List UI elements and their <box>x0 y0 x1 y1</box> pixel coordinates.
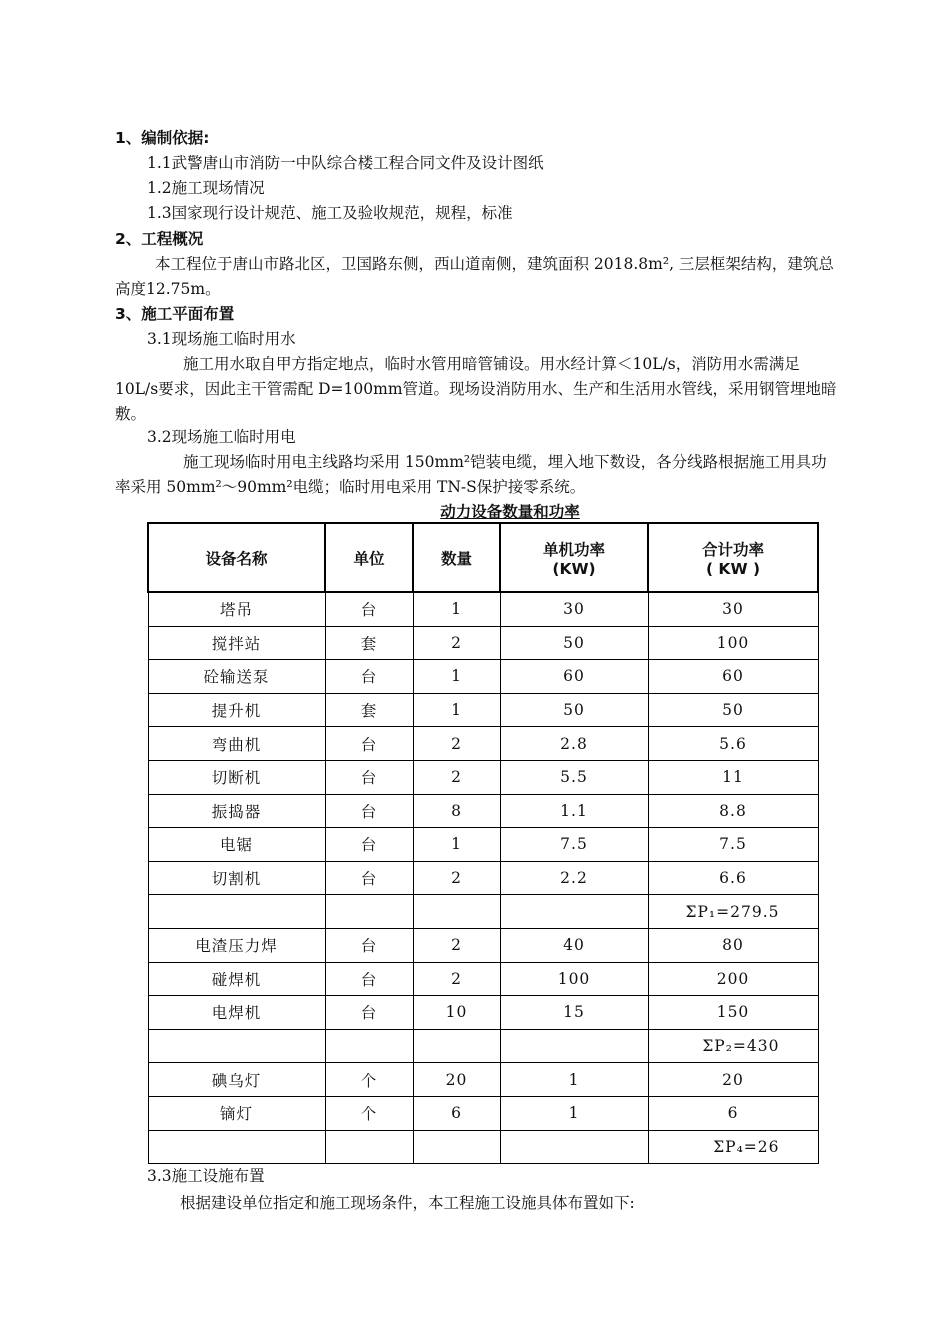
overview-paragraph: 本工程位于唐山市路北区，卫国路东侧，西山道南侧，建筑面积 2018.8m², 三层框架结构，建筑总高度12.75m。 <box>115 255 834 298</box>
table-cell: 6.6 <box>648 861 818 895</box>
table-cell: 1 <box>413 693 500 727</box>
power-paragraph: 施工现场临时用电主线路均采用 150mm²铠装电缆，埋入地下数设，各分线路根据施工用具功率采用 50mm²～90mm²电缆；临时用电采用 TN-S保护接零系统。 <box>115 453 827 496</box>
table-cell: 台 <box>325 996 413 1030</box>
table-cell: 个 <box>325 1096 413 1130</box>
table-cell: 2 <box>413 727 500 761</box>
table-row <box>148 895 818 929</box>
table-cell: 100 <box>500 962 648 996</box>
col-header-unit: 单位 <box>325 523 413 592</box>
table-row <box>148 626 818 660</box>
table-cell: 镝灯 <box>148 1096 325 1130</box>
table-cell: 2 <box>413 861 500 895</box>
table-cell <box>148 895 325 929</box>
table-row <box>148 693 818 727</box>
col-header-total-power: 合计功率 ( KW ) <box>648 523 818 592</box>
table-cell: 2 <box>413 760 500 794</box>
table-row <box>148 861 818 895</box>
table-cell: 1 <box>413 660 500 694</box>
table-cell: 套 <box>325 626 413 660</box>
table-caption: 动力设备数量和功率 <box>440 503 580 521</box>
table-row <box>148 794 818 828</box>
table-cell <box>500 1130 648 1164</box>
water-title: 3.1现场施工临时用水 <box>147 330 296 348</box>
table-cell <box>325 895 413 929</box>
table-cell: 搅拌站 <box>148 626 325 660</box>
table-cell <box>413 1029 500 1063</box>
water-paragraph: 施工用水取自甲方指定地点，临时水管用暗管铺设。用水经计算＜10L/s，消防用水需满足10L/s要求，因此主干管需配 D=100mm管道。现场设消防用水、生产和生活用水管线，采用钢管埋地暗敷。 <box>115 355 837 423</box>
table-cell: 10 <box>413 996 500 1030</box>
table-cell: 1 <box>413 828 500 862</box>
basis-item-2: 1.2施工现场情况 <box>147 179 265 197</box>
table-cell: 6 <box>413 1096 500 1130</box>
table-cell: 20 <box>648 1063 818 1097</box>
table-cell: 振捣器 <box>148 794 325 828</box>
table-cell: 5.5 <box>500 760 648 794</box>
table-cell <box>148 1029 325 1063</box>
table-cell <box>148 1130 325 1164</box>
table-cell: 5.6 <box>648 727 818 761</box>
heading-basis: 1、编制依据: <box>115 129 210 147</box>
table-cell: ΣP₂=430 <box>648 1029 818 1063</box>
col-header-unit-power: 单机功率 (KW) <box>500 523 648 592</box>
table-cell: 50 <box>500 626 648 660</box>
table-cell: 8 <box>413 794 500 828</box>
table-cell: 20 <box>413 1063 500 1097</box>
table-row <box>148 828 818 862</box>
power-title: 3.2现场施工临时用电 <box>147 428 296 446</box>
col-header-qty: 数量 <box>413 523 500 592</box>
table-cell: 2 <box>413 626 500 660</box>
table-cell: 砼输送泵 <box>148 660 325 694</box>
heading-layout: 3、施工平面布置 <box>115 305 235 323</box>
table-cell: 电锯 <box>148 828 325 862</box>
table-cell: 60 <box>648 660 818 694</box>
table-cell: 套 <box>325 693 413 727</box>
table-cell: 电渣压力焊 <box>148 928 325 962</box>
table-cell: 30 <box>500 592 648 626</box>
table-cell: 台 <box>325 592 413 626</box>
table-cell: 碰焊机 <box>148 962 325 996</box>
table-cell: 150 <box>648 996 818 1030</box>
table-row <box>148 1063 818 1097</box>
table-cell: 塔吊 <box>148 592 325 626</box>
table-cell: 台 <box>325 660 413 694</box>
table-cell: 台 <box>325 828 413 862</box>
basis-item-3: 1.3国家现行设计规范、施工及验收规范，规程，标准 <box>147 204 513 222</box>
table-cell: 碘乌灯 <box>148 1063 325 1097</box>
table-row <box>148 1096 818 1130</box>
table-cell: 台 <box>325 861 413 895</box>
table-cell: 8.8 <box>648 794 818 828</box>
table-cell: 台 <box>325 760 413 794</box>
table-row <box>148 928 818 962</box>
table-cell: 电焊机 <box>148 996 325 1030</box>
table-cell: 2 <box>413 928 500 962</box>
table-row <box>148 660 818 694</box>
table-cell: 台 <box>325 928 413 962</box>
table-cell: 100 <box>648 626 818 660</box>
table-cell: 15 <box>500 996 648 1030</box>
facilities-paragraph: 根据建设单位指定和施工现场条件，本工程施工设施具体布置如下: <box>180 1194 635 1212</box>
facilities-title: 3.3施工设施布置 <box>147 1167 265 1185</box>
table-cell: 50 <box>648 693 818 727</box>
table-cell: 11 <box>648 760 818 794</box>
table-cell <box>500 895 648 929</box>
table-cell: 切割机 <box>148 861 325 895</box>
table-cell: ΣP₄=26 <box>648 1130 818 1164</box>
heading-overview: 2、工程概况 <box>115 230 204 248</box>
table-cell: 200 <box>648 962 818 996</box>
table-row <box>148 962 818 996</box>
table-cell: 80 <box>648 928 818 962</box>
table-row <box>148 996 818 1030</box>
table-cell: 弯曲机 <box>148 727 325 761</box>
table-cell: 台 <box>325 727 413 761</box>
table-cell: 60 <box>500 660 648 694</box>
table-cell: 50 <box>500 693 648 727</box>
table-row <box>148 1130 818 1164</box>
table-cell: 7.5 <box>648 828 818 862</box>
table-cell <box>413 895 500 929</box>
table-cell: 7.5 <box>500 828 648 862</box>
table-cell <box>500 1029 648 1063</box>
table-cell: 切断机 <box>148 760 325 794</box>
table-cell: 个 <box>325 1063 413 1097</box>
table-cell: 1 <box>500 1096 648 1130</box>
table-cell: 2.2 <box>500 861 648 895</box>
table-cell: 台 <box>325 962 413 996</box>
col-header-name: 设备名称 <box>148 523 325 592</box>
table-cell: 40 <box>500 928 648 962</box>
table-cell: 2 <box>413 962 500 996</box>
table-row <box>148 1029 818 1063</box>
table-cell: 台 <box>325 794 413 828</box>
table-cell: 提升机 <box>148 693 325 727</box>
table-cell <box>325 1130 413 1164</box>
table-cell: 1 <box>500 1063 648 1097</box>
table-header-row <box>148 523 818 592</box>
table-cell: 1.1 <box>500 794 648 828</box>
table-cell: ΣP₁=279.5 <box>648 895 818 929</box>
table-cell <box>413 1130 500 1164</box>
equipment-table <box>147 522 819 1164</box>
basis-item-1: 1.1武警唐山市消防一中队综合楼工程合同文件及设计图纸 <box>147 154 544 172</box>
table-cell: 1 <box>413 592 500 626</box>
table-row <box>148 727 818 761</box>
table-row <box>148 592 818 626</box>
table-row <box>148 760 818 794</box>
table-cell: 2.8 <box>500 727 648 761</box>
table-cell: 6 <box>648 1096 818 1130</box>
table-cell <box>325 1029 413 1063</box>
table-cell: 30 <box>648 592 818 626</box>
